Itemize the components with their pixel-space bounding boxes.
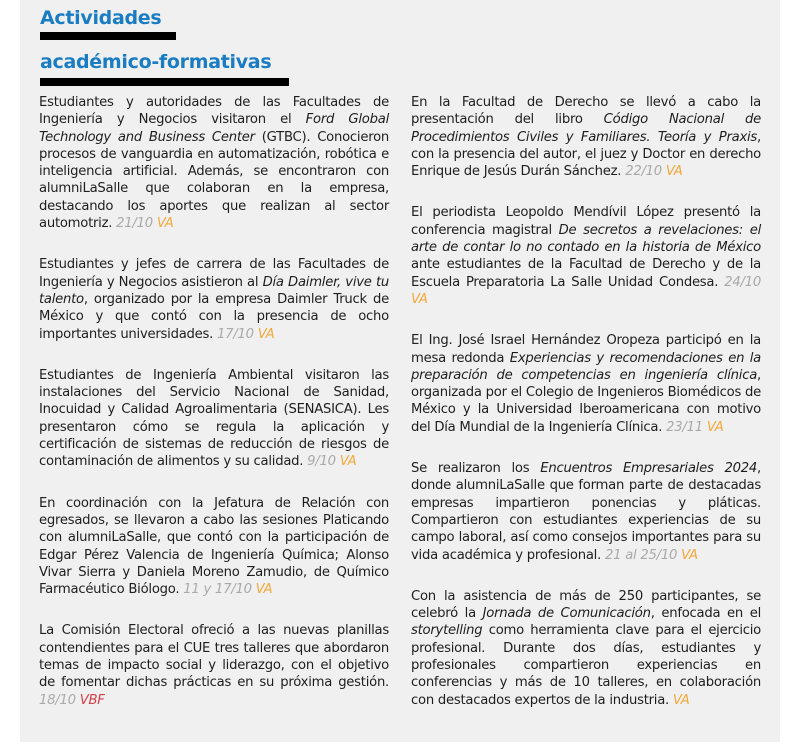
news-item bbox=[39, 495, 389, 599]
news-item-date: 21/10 bbox=[116, 216, 157, 232]
news-item-italic-title: Jornada de Comunicación bbox=[482, 606, 651, 622]
news-item bbox=[39, 622, 389, 708]
news-item-italic-title: storytelling bbox=[411, 623, 483, 639]
news-item-date: 18/10 bbox=[39, 692, 80, 708]
news-item-text: En coordinación con la Jefatura de Relación con egresados, se llevaron a cabo las sesiones Platicando con alumniLaSalle, que contó con la participación de Edgar Pérez Valencia de Ingeniería Química; Alonso Vivar Sierra y Daniela Moreno Zamudio, de Químico Farmacéutico Biólogo. bbox=[39, 495, 389, 598]
news-item-tag: VA bbox=[411, 291, 428, 307]
news-item-text: , con la presencia del autor, el juez y Doctor en derecho Enrique de Jesús Durán Sánchez. bbox=[411, 129, 761, 180]
news-item-date: 17/10 bbox=[217, 326, 258, 342]
news-item-text: , organizada por el Colegio de Ingenieros Biomédicos de México y la Universidad Iberoamericana con motivo del Día Mundial de la Ingeniería Clínica. bbox=[411, 367, 761, 435]
title-underline-1 bbox=[40, 32, 176, 40]
news-item-text: Estudiantes y jefes de carrera de las Facultades de Ingeniería y Negocios asistieron al bbox=[39, 257, 389, 290]
news-item-text: La Comisión Electoral ofreció a las nuevas planillas contendientes para el CUE tres talleres que abordaron temas de impacto social y liderazgo, con el objetivo de fomentar dichas prácticas en su próxima gestión. bbox=[39, 623, 389, 691]
news-item-text: Con la asistencia de más de 250 participantes, se celebró la bbox=[411, 588, 761, 622]
news-item-text: (GTBC). Conocieron procesos de vanguardia en automatización, robótica e inteligencia artificial. Además, se encontraron con alumniLaSalle que colaboran en la empresa, destacando los aportes que realizan al sector automotriz. bbox=[39, 129, 390, 232]
news-item-text: ante estudiantes de la Facultad de Derecho y de la Escuela Preparatoria La Salle Unidad Condesa. bbox=[411, 257, 761, 290]
news-item bbox=[411, 332, 761, 436]
news-item-date: 24/10 bbox=[724, 274, 761, 290]
news-item-tag: VA bbox=[257, 326, 275, 342]
news-item-italic-title: Día Daimler, vive tu talento bbox=[39, 274, 389, 307]
news-item bbox=[39, 94, 389, 232]
news-item-date: 23/11 bbox=[666, 419, 707, 435]
title-underline-2 bbox=[40, 78, 289, 86]
news-item-italic-title: De secretos a revelaciones: el arte de contar lo no contado en la historia de México bbox=[411, 222, 761, 256]
left-column bbox=[39, 94, 389, 733]
news-item bbox=[39, 256, 389, 342]
news-item-italic-title: Experiencias y recomendaciones en la preparación de competencias en ingeniería clínica bbox=[411, 350, 761, 383]
right-column bbox=[411, 94, 761, 733]
news-item-date: 11 y 17/10 bbox=[183, 582, 256, 598]
section-header bbox=[40, 6, 289, 86]
news-item bbox=[411, 588, 761, 709]
news-item bbox=[39, 367, 389, 471]
news-item-italic-title: Código Nacional de Procedimientos Civiles y Familiares. Teoría y Praxis bbox=[411, 112, 761, 145]
news-item-tag: VA bbox=[339, 454, 357, 470]
news-item-tag: VA bbox=[672, 692, 690, 708]
section-title-line-1: Actividades bbox=[40, 7, 162, 29]
news-item-text: Estudiantes y autoridades de las Facultades de Ingeniería y Negocios visitaron el bbox=[39, 95, 389, 128]
news-item-text: Estudiantes de Ingeniería Ambiental visitaron las instalaciones del Servicio Nacional de Sanidad, Inocuidad y Calidad Agroalimentaria (SENASICA). Les presentaron cómo se regula la aplicación y certificación de sistemas de reducción de riesgos de contaminación de alimentos y su calidad. bbox=[39, 367, 389, 470]
news-item-tag: VA bbox=[255, 582, 273, 598]
news-item-tag: VA bbox=[706, 419, 724, 435]
news-item-tag: VA bbox=[156, 216, 174, 232]
news-item-text: , organizado por la empresa Daimler Truck de México y que contó con la presencia de ocho importantes universidades. bbox=[39, 291, 389, 342]
news-item-date: 22/10 bbox=[625, 164, 666, 180]
news-item-text: , donde alumniLaSalle que forman parte de destacadas empresas impartieron ponencias y pláticas. Compartieron con estudiantes experiencias de su campo laboral, así como consejos importantes para su vida académica y profesional. bbox=[411, 461, 761, 563]
news-item bbox=[411, 204, 761, 308]
news-item-tag: VBF bbox=[79, 692, 105, 708]
section-title-line-2: académico-formativas bbox=[40, 51, 272, 73]
news-item-italic-title: Ford Global Technology and Business Center bbox=[39, 112, 389, 145]
news-item bbox=[411, 94, 761, 180]
news-item-text: El periodista Leopoldo Mendívil López presentó la conferencia magistral bbox=[411, 205, 761, 238]
news-item-text: como herramienta clave para el ejercicio profesional. Durante dos días, estudiantes y profesionales compartieron experiencias en conferencias y más de 10 talleres, en colaboración con destacados expertos de la industria. bbox=[411, 623, 761, 708]
news-item-date: 21 al 25/10 bbox=[604, 547, 682, 563]
news-item-text: El Ing. José Israel Hernández Oropeza participó en la mesa redonda bbox=[411, 333, 761, 366]
news-item-italic-title: Encuentros Empresariales 2024 bbox=[540, 461, 758, 477]
news-item bbox=[411, 460, 761, 564]
news-item-text: Se realizaron los bbox=[411, 461, 541, 477]
news-item-text: En la Facultad de Derecho se llevó a cabo la presentación del libro bbox=[411, 95, 761, 128]
news-item-date: 9/10 bbox=[307, 454, 340, 470]
news-item-text: , enfocada en el bbox=[650, 606, 761, 622]
news-item-tag: VA bbox=[681, 547, 698, 563]
news-item-tag: VA bbox=[665, 164, 683, 180]
